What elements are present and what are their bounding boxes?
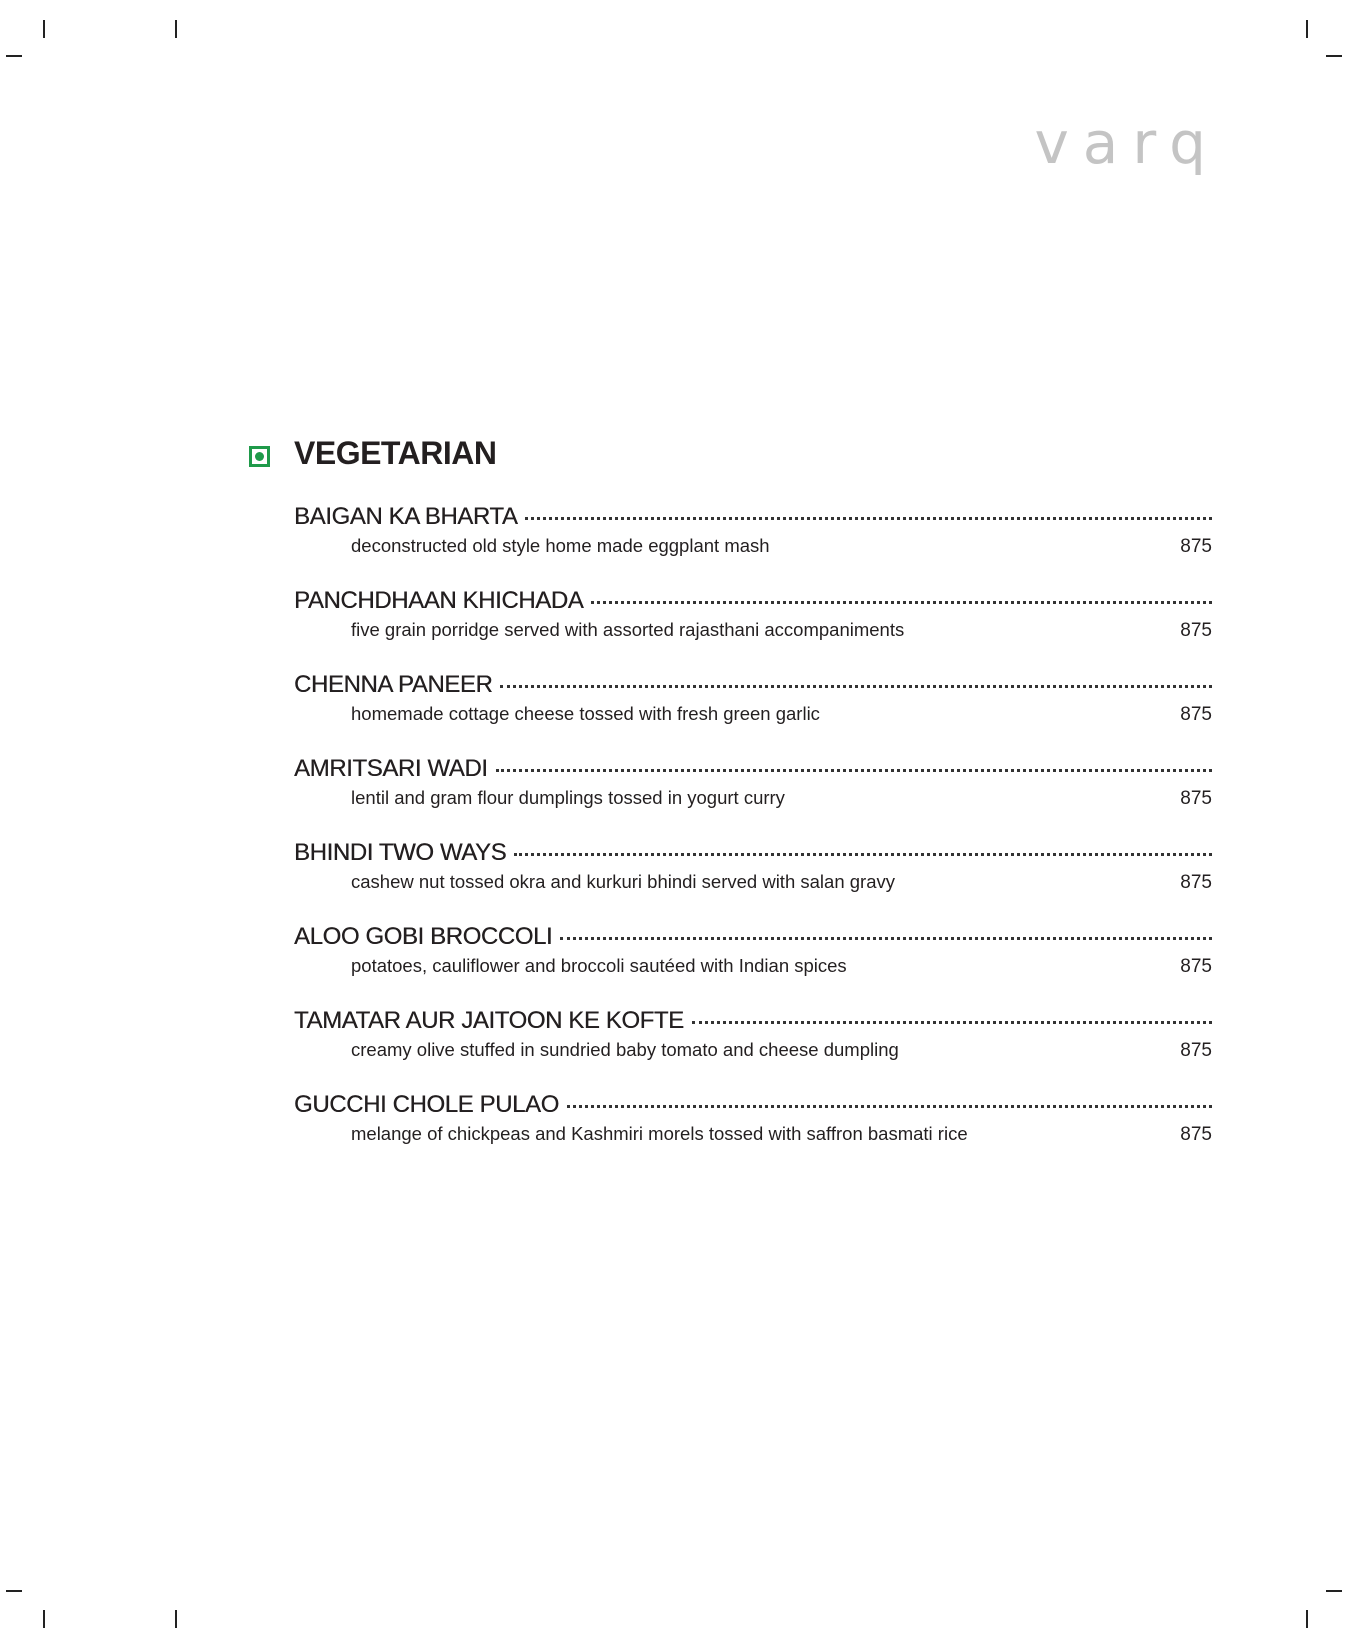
crop-mark — [1306, 20, 1308, 38]
menu-item-name: GUCCHI CHOLE PULAO — [294, 1091, 559, 1118]
menu-item — [294, 1007, 1212, 1091]
menu-item-desc-row — [294, 1123, 1212, 1146]
dotted-leader — [567, 1105, 1212, 1108]
dotted-leader — [500, 685, 1212, 688]
menu-item-name: PANCHDHAAN KHICHADA — [294, 587, 584, 614]
menu-item-price: 875 — [1180, 1124, 1212, 1145]
dotted-leader — [525, 517, 1212, 520]
menu-item-name: TAMATAR AUR JAITOON KE KOFTE — [294, 1007, 684, 1034]
menu-item — [294, 671, 1212, 755]
crop-mark — [43, 20, 45, 38]
menu-item-description: homemade cottage cheese tossed with fresh green garlic — [351, 703, 820, 724]
menu-item — [294, 503, 1212, 587]
veg-symbol-dot — [255, 452, 264, 461]
menu-item-price: 875 — [1180, 620, 1212, 641]
menu-item-desc-row — [294, 535, 1212, 558]
menu-item — [294, 923, 1212, 1007]
crop-mark — [6, 1590, 22, 1592]
menu-item-description: creamy olive stuffed in sundried baby tomato and cheese dumpling — [351, 1039, 899, 1060]
menu-item-description: potatoes, cauliflower and broccoli sautéed with Indian spices — [351, 955, 847, 976]
menu-item-name: CHENNA PANEER — [294, 671, 493, 698]
crop-mark — [1326, 1590, 1342, 1592]
menu-item-name: ALOO GOBI BROCCOLI — [294, 923, 553, 950]
menu-item-desc-row — [294, 1039, 1212, 1062]
crop-mark — [1326, 55, 1342, 57]
menu-item-description: lentil and gram flour dumplings tossed in yogurt curry — [351, 787, 785, 808]
menu-item — [294, 755, 1212, 839]
menu-item-description: cashew nut tossed okra and kurkuri bhindi served with salan gravy — [351, 871, 895, 892]
menu-item — [294, 587, 1212, 671]
crop-mark — [6, 55, 22, 57]
crop-mark — [175, 20, 177, 38]
menu-item-name-row — [294, 923, 1212, 953]
menu-item-price: 875 — [1180, 956, 1212, 977]
dotted-leader — [514, 853, 1212, 856]
dotted-leader — [692, 1021, 1212, 1024]
menu-item-desc-row — [294, 787, 1212, 810]
menu-item-description: melange of chickpeas and Kashmiri morels tossed with saffron basmati rice — [351, 1123, 968, 1144]
dotted-leader — [496, 769, 1212, 772]
menu-item-name-row — [294, 1007, 1212, 1037]
menu-item-price: 875 — [1180, 872, 1212, 893]
menu-item-description: deconstructed old style home made eggplant mash — [351, 535, 770, 556]
section-title: VEGETARIAN — [294, 435, 497, 471]
menu-item-desc-row — [294, 955, 1212, 978]
menu-item-name: BAIGAN KA BHARTA — [294, 503, 518, 530]
menu-item-price: 875 — [1180, 536, 1212, 557]
crop-mark — [175, 1610, 177, 1628]
menu-list — [294, 503, 1212, 1175]
menu-item-name-row — [294, 1091, 1212, 1121]
menu-item-price: 875 — [1180, 704, 1212, 725]
veg-symbol-icon — [249, 446, 270, 467]
menu-item-name: AMRITSARI WADI — [294, 755, 488, 782]
menu-item — [294, 1091, 1212, 1175]
menu-item-desc-row — [294, 871, 1212, 894]
menu-item — [294, 839, 1212, 923]
dotted-leader — [591, 601, 1212, 604]
menu-item-name: BHINDI TWO WAYS — [294, 839, 507, 866]
menu-item-desc-row — [294, 619, 1212, 642]
menu-item-desc-row — [294, 703, 1212, 726]
menu-item-name-row — [294, 587, 1212, 617]
menu-item-description: five grain porridge served with assorted rajasthani accompaniments — [351, 619, 905, 640]
menu-item-price: 875 — [1180, 788, 1212, 809]
crop-mark — [1306, 1610, 1308, 1628]
menu-item-name-row — [294, 503, 1212, 533]
menu-item-name-row — [294, 671, 1212, 701]
menu-item-price: 875 — [1180, 1040, 1212, 1061]
dotted-leader — [560, 937, 1212, 940]
crop-mark — [43, 1610, 45, 1628]
menu-item-name-row — [294, 839, 1212, 869]
brand-logo: varq — [1034, 109, 1220, 177]
menu-item-name-row — [294, 755, 1212, 785]
